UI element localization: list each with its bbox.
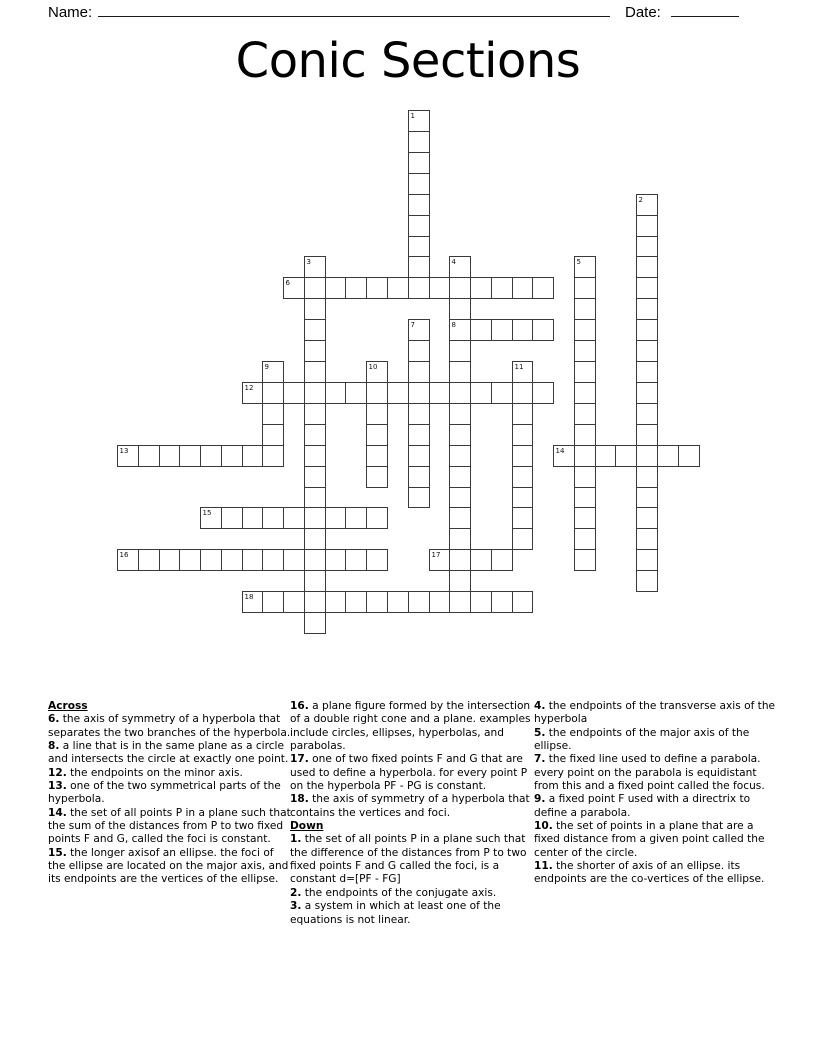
grid-cell[interactable] bbox=[387, 277, 409, 299]
grid-cell[interactable] bbox=[366, 549, 388, 571]
grid-cell[interactable] bbox=[304, 549, 326, 571]
cell-number: 4 bbox=[451, 257, 456, 266]
clue-item: 13. one of the two symmetrical parts of the hyperbola. bbox=[48, 780, 281, 806]
grid-cell[interactable] bbox=[574, 340, 596, 362]
clue-item: 1. the set of all points P in a plane such that the difference of the distances from P to two fixed points F and G called the foci, is a constant d=[PF - FG] bbox=[290, 833, 527, 886]
grid-cell[interactable] bbox=[449, 549, 471, 571]
grid-cell[interactable] bbox=[678, 445, 700, 467]
name-label: Name: bbox=[48, 4, 93, 21]
grid-cell[interactable] bbox=[532, 277, 554, 299]
cell-number: 3 bbox=[306, 257, 311, 266]
clue-item: 18. the axis of symmetry of a hyperbola that contains the vertices and foci. bbox=[290, 793, 530, 819]
grid-cell[interactable] bbox=[636, 236, 658, 257]
grid-cell[interactable] bbox=[636, 487, 658, 508]
grid-cell[interactable] bbox=[304, 528, 326, 550]
cell-number: 18 bbox=[244, 592, 254, 601]
grid-cell[interactable] bbox=[325, 277, 346, 299]
grid-cell[interactable] bbox=[366, 466, 388, 488]
grid-cell[interactable] bbox=[138, 445, 160, 467]
cell-number: 7 bbox=[410, 320, 415, 329]
clue-number: 2. bbox=[290, 886, 302, 899]
cell-number: 13 bbox=[119, 446, 129, 455]
grid-cell[interactable] bbox=[449, 487, 471, 508]
grid-cell[interactable] bbox=[512, 277, 533, 299]
grid-cell[interactable] bbox=[636, 445, 658, 467]
grid-cell[interactable] bbox=[242, 507, 263, 529]
grid-cell[interactable] bbox=[262, 424, 284, 446]
grid-cell[interactable] bbox=[117, 549, 139, 571]
grid-cell[interactable] bbox=[449, 466, 471, 488]
grid-cell[interactable] bbox=[491, 591, 513, 613]
grid-cell[interactable] bbox=[304, 361, 326, 383]
clue-item: 7. the fixed line used to define a parabola. every point on the parabola is equidistant from this and a fixed point called the focus. bbox=[534, 753, 765, 793]
grid-cell[interactable] bbox=[636, 570, 658, 592]
page-title: Conic Sections bbox=[235, 33, 581, 89]
grid-cell[interactable] bbox=[636, 382, 658, 404]
grid-cell[interactable] bbox=[345, 549, 367, 571]
grid-cell[interactable] bbox=[242, 549, 263, 571]
grid-cell[interactable] bbox=[470, 319, 492, 341]
clue-item: 9. a fixed point F used with a directrix to define a parabola. bbox=[534, 793, 751, 819]
grid-cell[interactable] bbox=[512, 361, 533, 383]
grid-cell[interactable] bbox=[574, 361, 596, 383]
grid-cell[interactable] bbox=[262, 591, 284, 613]
clue-number: 1. bbox=[290, 833, 302, 846]
grid-cell[interactable] bbox=[574, 549, 596, 571]
grid-cell[interactable] bbox=[408, 487, 430, 508]
grid-cell[interactable] bbox=[304, 256, 326, 278]
grid-cell[interactable] bbox=[636, 424, 658, 446]
name-input-line[interactable] bbox=[98, 16, 610, 17]
grid-cell[interactable] bbox=[325, 507, 346, 529]
clue-number: 17. bbox=[290, 753, 309, 766]
grid-cell[interactable] bbox=[636, 298, 658, 320]
grid-cell[interactable] bbox=[636, 403, 658, 425]
clue-number: 4. bbox=[534, 700, 546, 712]
clue-number: 3. bbox=[290, 900, 302, 913]
clue-number: 14. bbox=[48, 806, 67, 819]
cell-number: 8 bbox=[451, 320, 456, 329]
grid-cell[interactable] bbox=[200, 549, 222, 571]
grid-cell[interactable] bbox=[408, 591, 430, 613]
grid-cell[interactable] bbox=[117, 445, 139, 467]
clue-number: 12. bbox=[48, 766, 67, 779]
grid-cell[interactable] bbox=[179, 549, 201, 571]
grid-cell[interactable] bbox=[512, 424, 533, 446]
grid-cell[interactable] bbox=[532, 319, 554, 341]
cell-number: 11 bbox=[514, 362, 524, 371]
grid-cell[interactable] bbox=[345, 591, 367, 613]
grid-cell[interactable] bbox=[345, 382, 367, 404]
grid-cell[interactable] bbox=[574, 403, 596, 425]
grid-cell[interactable] bbox=[200, 507, 222, 529]
date-input-line[interactable] bbox=[671, 16, 739, 17]
grid-cell[interactable] bbox=[491, 382, 513, 404]
cell-number: 9 bbox=[264, 362, 269, 371]
grid-cell[interactable] bbox=[159, 549, 180, 571]
clue-number: 15. bbox=[48, 846, 67, 859]
grid-cell[interactable] bbox=[449, 424, 471, 446]
grid-cell[interactable] bbox=[636, 215, 658, 237]
clue-item: 11. the shorter of axis of an ellipse. its endpoints are the co-vertices of the ellipse. bbox=[534, 860, 765, 886]
cell-number: 6 bbox=[285, 278, 290, 287]
grid-cell[interactable] bbox=[429, 277, 450, 299]
grid-cell[interactable] bbox=[512, 487, 533, 508]
cell-number: 2 bbox=[638, 195, 643, 204]
grid-cell[interactable] bbox=[636, 277, 658, 299]
grid-cell[interactable] bbox=[304, 612, 326, 634]
grid-cell[interactable] bbox=[615, 445, 637, 467]
grid-cell[interactable] bbox=[366, 591, 388, 613]
grid-cell[interactable] bbox=[470, 549, 492, 571]
grid-cell[interactable] bbox=[429, 549, 450, 571]
clue-column-3 bbox=[534, 700, 779, 887]
cell-number: 12 bbox=[244, 383, 254, 392]
grid-cell[interactable] bbox=[574, 256, 596, 278]
grid-cell[interactable] bbox=[304, 424, 326, 446]
grid-cell[interactable] bbox=[408, 445, 430, 467]
clues-section-heading: Across bbox=[48, 700, 88, 712]
grid-cell[interactable] bbox=[636, 528, 658, 550]
clue-number: 13. bbox=[48, 780, 67, 793]
clue-number: 11. bbox=[534, 860, 553, 873]
grid-cell[interactable] bbox=[304, 298, 326, 320]
grid-cell[interactable] bbox=[657, 445, 679, 467]
clues-section-heading: Down bbox=[290, 820, 324, 833]
grid-cell[interactable] bbox=[574, 445, 596, 467]
grid-cell[interactable] bbox=[304, 340, 326, 362]
grid-cell[interactable] bbox=[574, 507, 596, 529]
grid-cell[interactable] bbox=[262, 549, 284, 571]
grid-cell[interactable] bbox=[595, 445, 616, 467]
grid-cell[interactable] bbox=[304, 445, 326, 467]
grid-cell[interactable] bbox=[283, 277, 305, 299]
grid-cell[interactable] bbox=[242, 382, 263, 404]
clue-item: 15. the longer axisof an ellipse. the foci of the ellipse are located on the major axis, and its endpoints are the vertices of the ellipse. bbox=[48, 846, 289, 886]
clue-item: 5. the endpoints of the major axis of the ellipse. bbox=[534, 726, 750, 753]
clue-item: 10. the set of points in a plane that are a fixed distance from a given point called the center of the circle. bbox=[534, 820, 765, 859]
grid-cell[interactable] bbox=[574, 528, 596, 550]
grid-cell[interactable] bbox=[366, 382, 388, 404]
grid-cell[interactable] bbox=[449, 507, 471, 529]
grid-cell[interactable] bbox=[512, 403, 533, 425]
grid-cell[interactable] bbox=[304, 277, 326, 299]
grid-cell[interactable] bbox=[574, 298, 596, 320]
grid-cell[interactable] bbox=[304, 403, 326, 425]
grid-cell[interactable] bbox=[242, 445, 263, 467]
grid-cell[interactable] bbox=[636, 256, 658, 278]
cell-number: 1 bbox=[410, 111, 415, 120]
grid-cell[interactable] bbox=[325, 549, 346, 571]
grid-cell[interactable] bbox=[345, 277, 367, 299]
grid-cell[interactable] bbox=[512, 445, 533, 467]
grid-cell[interactable] bbox=[262, 403, 284, 425]
grid-cell[interactable] bbox=[304, 570, 326, 592]
grid-cell[interactable] bbox=[408, 236, 430, 257]
clue-column-1 bbox=[48, 700, 293, 887]
clue-number: 9. bbox=[534, 793, 546, 806]
grid-cell[interactable] bbox=[304, 591, 326, 613]
grid-cell[interactable] bbox=[636, 194, 658, 216]
grid-cell[interactable] bbox=[345, 507, 367, 529]
grid-cell[interactable] bbox=[491, 549, 513, 571]
grid-cell[interactable] bbox=[408, 466, 430, 488]
grid-cell[interactable] bbox=[138, 549, 160, 571]
grid-cell[interactable] bbox=[449, 319, 471, 341]
grid-cell[interactable] bbox=[470, 277, 492, 299]
grid-cell[interactable] bbox=[221, 507, 243, 529]
grid-cell[interactable] bbox=[304, 382, 326, 404]
grid-cell[interactable] bbox=[470, 591, 492, 613]
clue-item: 12. the endpoints on the minor axis. bbox=[48, 766, 243, 779]
grid-cell[interactable] bbox=[449, 256, 471, 278]
grid-cell[interactable] bbox=[574, 319, 596, 341]
grid-cell[interactable] bbox=[387, 591, 409, 613]
clue-column-2 bbox=[290, 700, 535, 927]
grid-cell[interactable] bbox=[636, 507, 658, 529]
grid-cell[interactable] bbox=[408, 131, 430, 153]
clue-number: 16. bbox=[290, 700, 309, 712]
grid-cell[interactable] bbox=[262, 507, 284, 529]
grid-cell[interactable] bbox=[262, 361, 284, 383]
clue-item: 16. a plane figure formed by the intersection of a double right cone and a plane. examples include circles, ellipses, hyperbolas, and parabolas. bbox=[290, 700, 531, 753]
cell-number: 16 bbox=[119, 550, 129, 559]
clue-item: 8. a line that is in the same plane as a circle and intersects the circle at exactly one point. bbox=[48, 740, 289, 766]
grid-cell[interactable] bbox=[449, 361, 471, 383]
grid-cell[interactable] bbox=[221, 445, 243, 467]
grid-cell[interactable] bbox=[408, 319, 430, 341]
grid-cell[interactable] bbox=[408, 361, 430, 383]
grid-cell[interactable] bbox=[408, 173, 430, 195]
grid-cell[interactable] bbox=[553, 445, 575, 467]
grid-cell[interactable] bbox=[262, 445, 284, 467]
cell-number: 5 bbox=[576, 257, 581, 266]
clue-number: 6. bbox=[48, 713, 60, 726]
grid-cell[interactable] bbox=[262, 382, 284, 404]
cell-number: 17 bbox=[431, 550, 441, 559]
clue-item: 14. the set of all points P in a plane such that the sum of the distances from P to two fixed points F and G, called the foci is constant. bbox=[48, 806, 291, 846]
grid-cell[interactable] bbox=[512, 319, 533, 341]
clue-number: 8. bbox=[48, 740, 60, 753]
clue-number: 7. bbox=[534, 753, 546, 766]
date-label: Date: bbox=[625, 4, 661, 21]
grid-cell[interactable] bbox=[532, 382, 554, 404]
grid-cell[interactable] bbox=[449, 403, 471, 425]
grid-cell[interactable] bbox=[304, 507, 326, 529]
grid-cell[interactable] bbox=[491, 319, 513, 341]
clue-item: 4. the endpoints of the transverse axis of the hyperbola bbox=[534, 700, 776, 726]
grid-cell[interactable] bbox=[574, 466, 596, 488]
grid-cell[interactable] bbox=[449, 298, 471, 320]
grid-cell[interactable] bbox=[304, 319, 326, 341]
grid-cell[interactable] bbox=[408, 382, 430, 404]
grid-cell[interactable] bbox=[449, 277, 471, 299]
grid-cell[interactable] bbox=[366, 424, 388, 446]
grid-cell[interactable] bbox=[449, 340, 471, 362]
grid-cell[interactable] bbox=[200, 445, 222, 467]
grid-cell[interactable] bbox=[429, 382, 450, 404]
grid-cell[interactable] bbox=[159, 445, 180, 467]
grid-cell[interactable] bbox=[325, 591, 346, 613]
grid-cell[interactable] bbox=[179, 445, 201, 467]
grid-cell[interactable] bbox=[470, 382, 492, 404]
grid-cell[interactable] bbox=[408, 215, 430, 237]
grid-cell[interactable] bbox=[304, 487, 326, 508]
grid-cell[interactable] bbox=[366, 277, 388, 299]
grid-cell[interactable] bbox=[325, 382, 346, 404]
grid-cell[interactable] bbox=[512, 528, 533, 550]
clue-number: 5. bbox=[534, 726, 546, 739]
grid-cell[interactable] bbox=[366, 445, 388, 467]
grid-cell[interactable] bbox=[366, 361, 388, 383]
clue-item: 6. the axis of symmetry of a hyperbola that separates the two branches of the hyperbola. bbox=[48, 713, 291, 739]
clue-item: 2. the endpoints of the conjugate axis. bbox=[290, 886, 497, 899]
grid-cell[interactable] bbox=[366, 507, 388, 529]
grid-cell[interactable] bbox=[408, 194, 430, 216]
cell-number: 14 bbox=[555, 446, 565, 455]
grid-cell[interactable] bbox=[366, 403, 388, 425]
grid-cell[interactable] bbox=[408, 403, 430, 425]
grid-cell[interactable] bbox=[304, 466, 326, 488]
grid-cell[interactable] bbox=[408, 424, 430, 446]
grid-cell[interactable] bbox=[408, 110, 430, 132]
clue-item: 17. one of two fixed points F and G that are used to define a hyperbola. for every point P on the hyperbola PF - PG is constant. bbox=[290, 753, 528, 793]
grid-cell[interactable] bbox=[283, 591, 305, 613]
grid-cell[interactable] bbox=[512, 591, 533, 613]
grid-cell[interactable] bbox=[449, 528, 471, 550]
clue-number: 18. bbox=[290, 793, 309, 806]
cell-number: 15 bbox=[202, 508, 212, 517]
grid-cell[interactable] bbox=[429, 591, 450, 613]
grid-cell[interactable] bbox=[242, 591, 263, 613]
grid-cell[interactable] bbox=[283, 507, 305, 529]
grid-cell[interactable] bbox=[408, 277, 430, 299]
grid-cell[interactable] bbox=[574, 487, 596, 508]
grid-cell[interactable] bbox=[408, 256, 430, 278]
grid-cell[interactable] bbox=[636, 340, 658, 362]
grid-cell[interactable] bbox=[512, 466, 533, 488]
grid-cell[interactable] bbox=[449, 445, 471, 467]
grid-cell[interactable] bbox=[283, 549, 305, 571]
grid-cell[interactable] bbox=[408, 152, 430, 174]
grid-cell[interactable] bbox=[574, 382, 596, 404]
grid-cell[interactable] bbox=[636, 319, 658, 341]
clue-number: 10. bbox=[534, 820, 553, 833]
grid-cell[interactable] bbox=[491, 277, 513, 299]
grid-cell[interactable] bbox=[636, 466, 658, 488]
grid-cell[interactable] bbox=[636, 549, 658, 571]
grid-cell[interactable] bbox=[449, 591, 471, 613]
grid-cell[interactable] bbox=[574, 277, 596, 299]
grid-cell[interactable] bbox=[512, 382, 533, 404]
grid-cell[interactable] bbox=[636, 361, 658, 383]
grid-cell[interactable] bbox=[221, 549, 243, 571]
grid-cell[interactable] bbox=[449, 382, 471, 404]
grid-cell[interactable] bbox=[449, 570, 471, 592]
grid-cell[interactable] bbox=[408, 340, 430, 362]
grid-cell[interactable] bbox=[574, 424, 596, 446]
cell-number: 10 bbox=[368, 362, 378, 371]
grid-cell[interactable] bbox=[387, 382, 409, 404]
grid-cell[interactable] bbox=[283, 382, 305, 404]
grid-cell[interactable] bbox=[512, 507, 533, 529]
clue-item: 3. a system in which at least one of the equations is not linear. bbox=[290, 900, 501, 926]
